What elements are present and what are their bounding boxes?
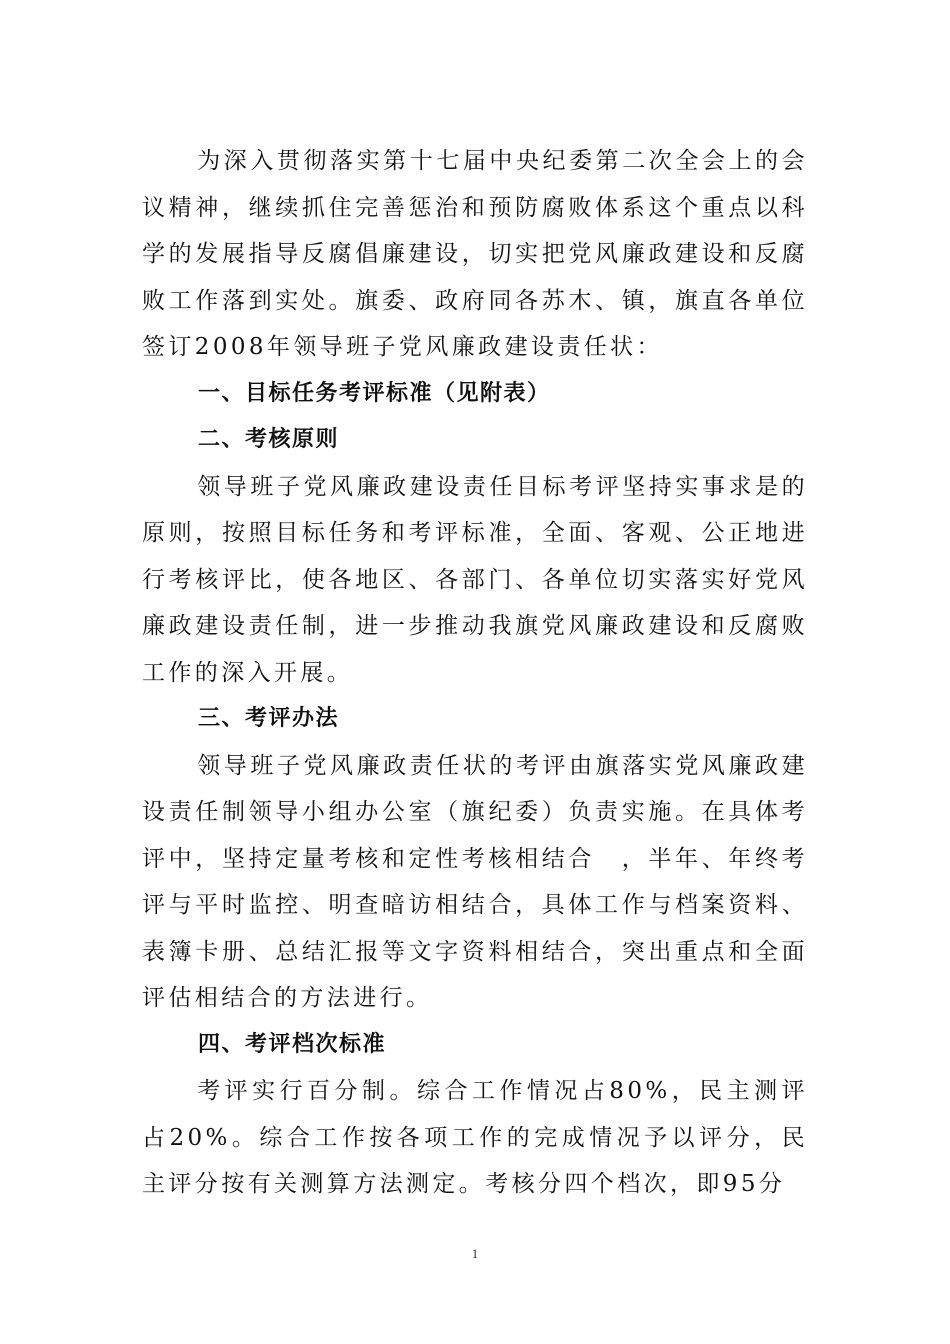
document-body: [142, 138, 808, 1208]
principle-paragraph: 领导班子党风廉政建设责任目标考评坚持实事求是的原则，按照目标任务和考评标准，全面、客观、公正地进行考核评比，使各地区、各部门、各单位切实落实好党风廉政建设责任制，进一步推动我旗党风廉政建设和反腐败工作的深入开展。: [142, 473, 808, 686]
method-paragraph: 领导班子党风廉政责任状的考评由旗落实党风廉政建设责任制领导小组办公室（旗纪委）负责实施。在具体考评中，坚持定量考核和定性考核相结合 ，半年、年终考评与平时监控、明查暗访相结合，具体工作与档案资料、表簿卡册、总结汇报等文字资料相结合，突出重点和全面评估相结合的方法进行。: [142, 752, 808, 1011]
grade-paragraph: 考评实行百分制。综合工作情况占80%，民主测评占20%。综合工作按各项工作的完成情况予以评分，民主评分按有关测算方法测定。考核分四个档次，即95分: [142, 1078, 808, 1197]
section-heading-4: 四、考评档次标准: [198, 1031, 387, 1057]
page-number: 1: [471, 1246, 479, 1261]
section-heading-3: 三、考评办法: [198, 706, 340, 731]
intro-paragraph: 为深入贯彻落实第十七届中央纪委第二次全会上的会议精神，继续抓住完善惩治和预防腐败体系这个重点以科学的发展指导反腐倡廉建设，切实把党风廉政建设和反腐败工作落到实处。旗委、政府同各苏木、镇，旗直各单位签订2008年领导班子党风廉政建设责任状：: [142, 148, 808, 360]
section-heading-2: 二、考核原则: [198, 427, 340, 452]
section-heading-1: 一、目标任务考评标准（见附表）: [198, 380, 551, 406]
